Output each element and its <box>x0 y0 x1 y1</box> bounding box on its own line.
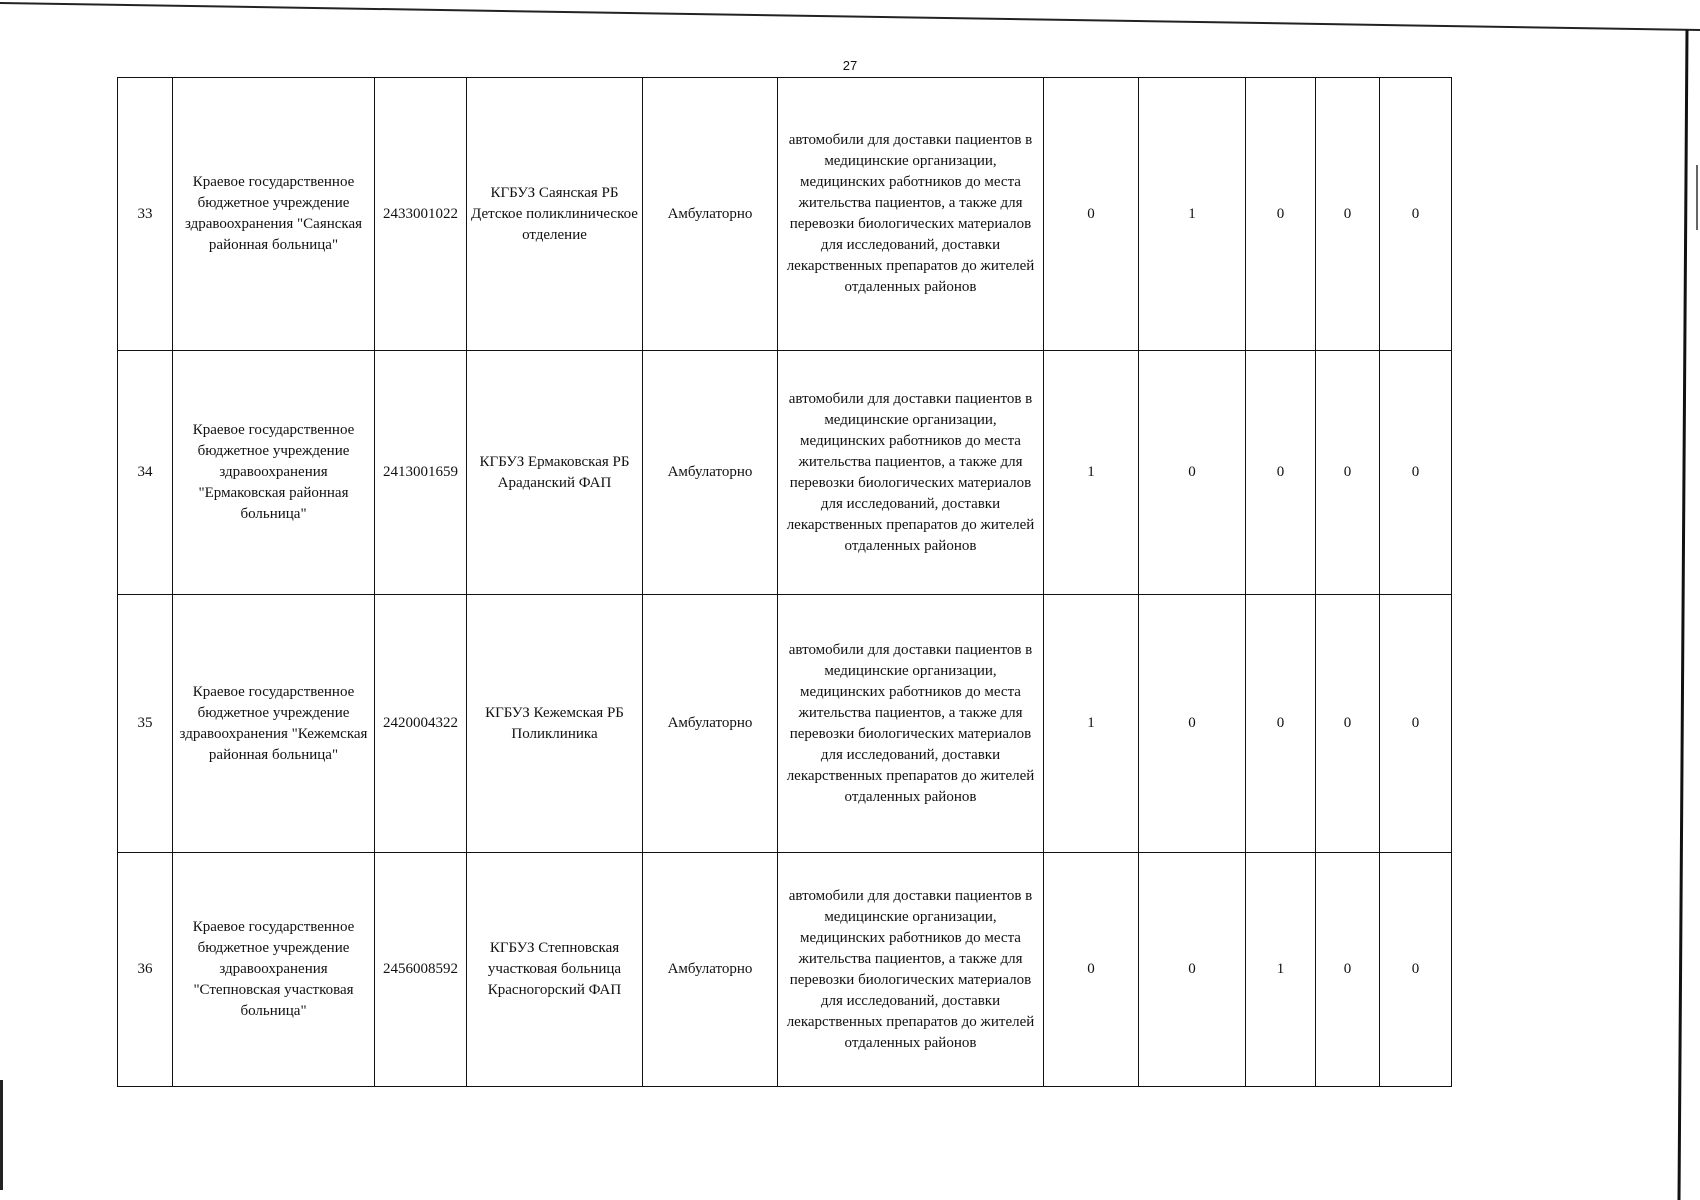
vehicle-purpose-text: автомобили для доставки пациентов в медицинские организации, медицинских работников до места жительства пациентов, а также для перевозки биологических материалов для исследований, доставки лекарственных препаратов до жителей отдаленных районов <box>786 641 1035 805</box>
row-number: 36 <box>118 853 173 1087</box>
organization-name: Краевое государственное бюджетное учреждение здравоохранения "Степновская участковая больница" <box>173 853 375 1087</box>
care-type: Амбулаторно <box>643 853 778 1087</box>
organization-name: Краевое государственное бюджетное учреждение здравоохранения "Кежемская районная больница" <box>173 595 375 853</box>
organization-name: Краевое государственное бюджетное учреждение здравоохранения "Саянская районная больница" <box>173 78 375 351</box>
vehicle-purpose-text: автомобили для доставки пациентов в медицинские организации, медицинских работников до места жительства пациентов, а также для перевозки биологических материалов для исследований, доставки лекарственных препаратов до жителей отдаленных районов <box>786 390 1035 554</box>
vehicle-purpose-text: автомобили для доставки пациентов в медицинские организации, медицинских работников до места жительства пациентов, а также для перевозки биологических материалов для исследований, доставки лекарственных препаратов до жителей отдаленных районов <box>786 887 1035 1051</box>
count-cell: 0 <box>1139 595 1246 853</box>
count-cell: 0 <box>1246 78 1316 351</box>
scan-edge-right <box>1650 0 1700 1200</box>
count-cell: 1 <box>1139 78 1246 351</box>
count-cell: 0 <box>1044 853 1139 1087</box>
page-number: 27 <box>842 58 858 73</box>
vehicle-allocation-table <box>117 77 1452 1087</box>
count-cell: 0 <box>1380 595 1452 853</box>
row-number: 34 <box>118 351 173 595</box>
count-cell: 0 <box>1139 853 1246 1087</box>
subdivision-name: КГБУЗ Саянская РБ Детское поликлиническое отделение <box>467 78 643 351</box>
count-cell: 0 <box>1316 853 1380 1087</box>
scan-edge-left <box>0 1080 3 1190</box>
subdivision-name: КГБУЗ Кежемская РБ Поликлиника <box>467 595 643 853</box>
table-row <box>118 351 1452 595</box>
organization-name: Краевое государственное бюджетное учреждение здравоохранения "Ермаковская районная больница" <box>173 351 375 595</box>
count-cell: 1 <box>1044 351 1139 595</box>
table-row <box>118 78 1452 351</box>
count-cell: 0 <box>1380 351 1452 595</box>
count-cell: 0 <box>1380 853 1452 1087</box>
table-row <box>118 595 1452 853</box>
subdivision-name: КГБУЗ Ермаковская РБ Араданский ФАП <box>467 351 643 595</box>
count-cell: 0 <box>1316 351 1380 595</box>
inn-code: 2433001022 <box>375 78 467 351</box>
scan-edge-top <box>0 0 1700 40</box>
vehicle-purpose <box>778 351 1044 595</box>
count-cell: 1 <box>1044 595 1139 853</box>
row-number: 33 <box>118 78 173 351</box>
care-type: Амбулаторно <box>643 351 778 595</box>
vehicle-purpose <box>778 595 1044 853</box>
care-type: Амбулаторно <box>643 595 778 853</box>
vehicle-purpose-text: автомобили для доставки пациентов в медицинские организации, медицинских работников до места жительства пациентов, а также для перевозки биологических материалов для исследований, доставки лекарственных препаратов до жителей отдаленных районов <box>786 132 1035 295</box>
inn-code: 2413001659 <box>375 351 467 595</box>
inn-code: 2420004322 <box>375 595 467 853</box>
vehicle-purpose <box>778 853 1044 1087</box>
count-cell: 0 <box>1044 78 1139 351</box>
table-row <box>118 853 1452 1087</box>
count-cell: 0 <box>1316 78 1380 351</box>
inn-code: 2456008592 <box>375 853 467 1087</box>
subdivision-name: КГБУЗ Степновская участковая больница Красногорский ФАП <box>467 853 643 1087</box>
count-cell: 0 <box>1139 351 1246 595</box>
care-type: Амбулаторно <box>643 78 778 351</box>
count-cell: 0 <box>1380 78 1452 351</box>
vehicle-purpose <box>778 78 1044 351</box>
count-cell: 1 <box>1246 853 1316 1087</box>
count-cell: 0 <box>1246 595 1316 853</box>
count-cell: 0 <box>1316 595 1380 853</box>
row-number: 35 <box>118 595 173 853</box>
count-cell: 0 <box>1246 351 1316 595</box>
